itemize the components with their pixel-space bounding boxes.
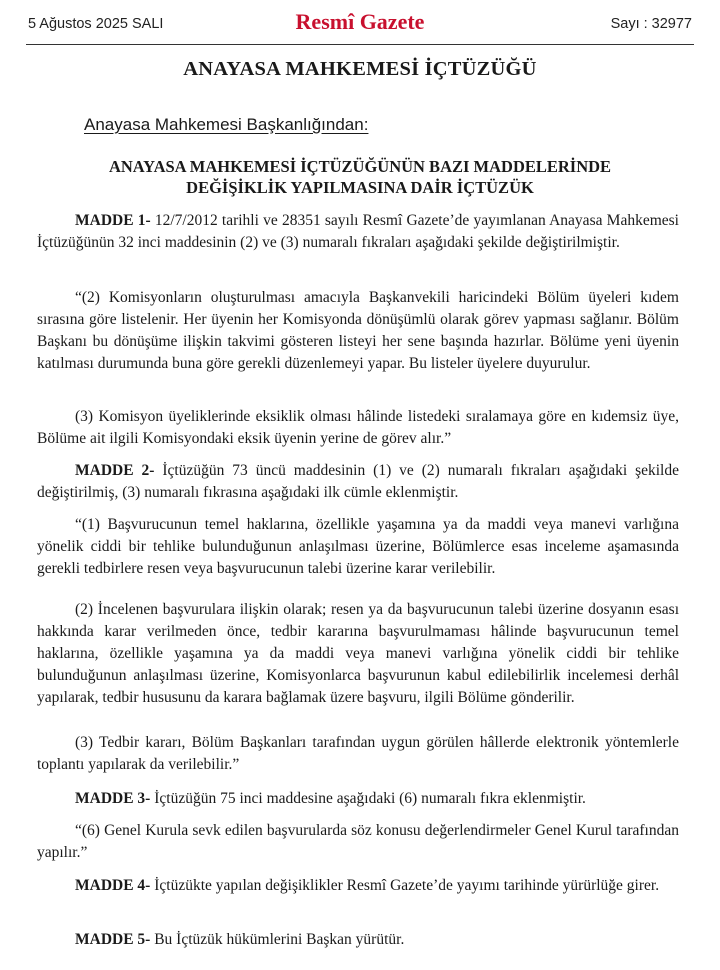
article-2-text: İçtüzüğün 73 üncü maddesinin (1) ve (2) numaralı fıkraları aşağıdaki şekilde değiştirilmiş, (3) numaralı fıkrasına aşağıdaki ilk cümle eklenmiştir.	[37, 462, 679, 501]
article-1-label: MADDE 1-	[75, 212, 151, 229]
article-1-paragraph-3: (3) Komisyon üyeliklerinde eksiklik olması hâlinde listedeki sıralamaya göre en kıdemsiz üye, Bölüme ait ilgili Komisyondaki eksik üyenin yerine de görev alır.”	[37, 408, 679, 447]
gazette-header	[0, 0, 720, 44]
article-5-label: MADDE 5-	[75, 931, 151, 948]
document-title: ANAYASA MAHKEMESİ İÇTÜZÜĞÜ	[183, 58, 537, 80]
article-2	[37, 460, 679, 504]
article-3-paragraph-1: “(6) Genel Kurula sevk edilen başvurularda söz konusu değerlendirmeler Genel Kurul tarafından yapılır.”	[37, 822, 679, 861]
article-2-paragraph-2: (2) İncelenen başvurulara ilişkin olarak; resen ya da başvurucunun talebi üzerine dosyanın esası hakkında karar verilmeden önce, tedbir kararına başvurulmaması hâlinde başvurucunun temel haklarına, özellikle yaşamına ya da maddi veya manevi varlığına yönelik ciddi bir tehlike bulunduğunun anlaşılması üzerine, Komisyonlarca başvurunun kabul edilebilirlik incelemesi derhâl yapılarak, tedbir hususunu da karara bağlamak üzere başvuru, ilgili Bölüme gönderilir.	[37, 601, 679, 706]
article-2-paragraph-1: “(1) Başvurucunun temel haklarına, özellikle yaşamına ya da maddi veya manevi varlığına yönelik ciddi bir tehlike bulunduğunun anlaşılması üzerine, Bölümlerce esas inceleme aşamasında gerekli tedbirlere resen veya başvurucunun talebi üzerine karar verilebilir.	[37, 516, 679, 577]
issuing-authority: Anayasa Mahkemesi Başkanlığından:	[84, 115, 369, 134]
header-divider	[26, 44, 694, 45]
article-3	[37, 788, 679, 810]
article-2-paragraph-3: (3) Tedbir kararı, Bölüm Başkanları tarafından uygun görülen hâllerde elektronik yöntemlerle toplantı yapılarak da verilebilir.”	[37, 734, 679, 773]
regulation-title-line-1: ANAYASA MAHKEMESİ İÇTÜZÜĞÜNÜN BAZI MADDELERİNDE	[108, 157, 612, 176]
article-5-text: Bu İçtüzük hükümlerini Başkan yürütür.	[150, 931, 405, 948]
article-3-text: İçtüzüğün 75 inci maddesine aşağıdaki (6) numaralı fıkra eklenmiştir.	[150, 790, 586, 807]
regulation-title	[0, 156, 720, 198]
regulation-title-line-2: DEĞİŞİKLİK YAPILMASINA DAİR İÇTÜZÜK	[186, 178, 534, 197]
article-1-text: 12/7/2012 tarihli ve 28351 sayılı Resmî Gazete’de yayımlanan Anayasa Mahkemesi İçtüzüğünün 32 inci maddesinin (2) ve (3) numaralı fıkraları aşağıdaki şekilde değiştirilmiştir.	[37, 212, 679, 251]
issue-number: Sayı : 32977	[610, 16, 692, 32]
issue-date: 5 Ağustos 2025 SALI	[28, 16, 164, 32]
article-1-paragraph-2: “(2) Komisyonların oluşturulması amacıyla Başkanvekili haricindeki Bölüm üyeleri kıdem sırasına göre listelenir. Her üyenin her Komisyonda dönüşümlü olarak görev yapması sağlanır. Bölüm Başkanı bu dönüşüme ilişkin takvimi gösteren listeyi her sene başında hazırlar. Bölüme yeni üyenin katılması durumunda buna göre gerekli düzenlemeyi yapar. Bu listeler üyelere duyurulur.	[37, 289, 679, 372]
masthead-title: Resmî Gazete	[295, 9, 425, 34]
article-4-text: İçtüzükte yapılan değişiklikler Resmî Gazete’de yayımı tarihinde yürürlüğe girer.	[150, 877, 660, 894]
article-3-label: MADDE 3-	[75, 790, 151, 807]
article-4	[37, 875, 679, 897]
article-4-label: MADDE 4-	[75, 877, 151, 894]
article-1	[37, 210, 679, 254]
article-2-label: MADDE 2-	[75, 462, 155, 479]
article-5	[37, 929, 679, 951]
